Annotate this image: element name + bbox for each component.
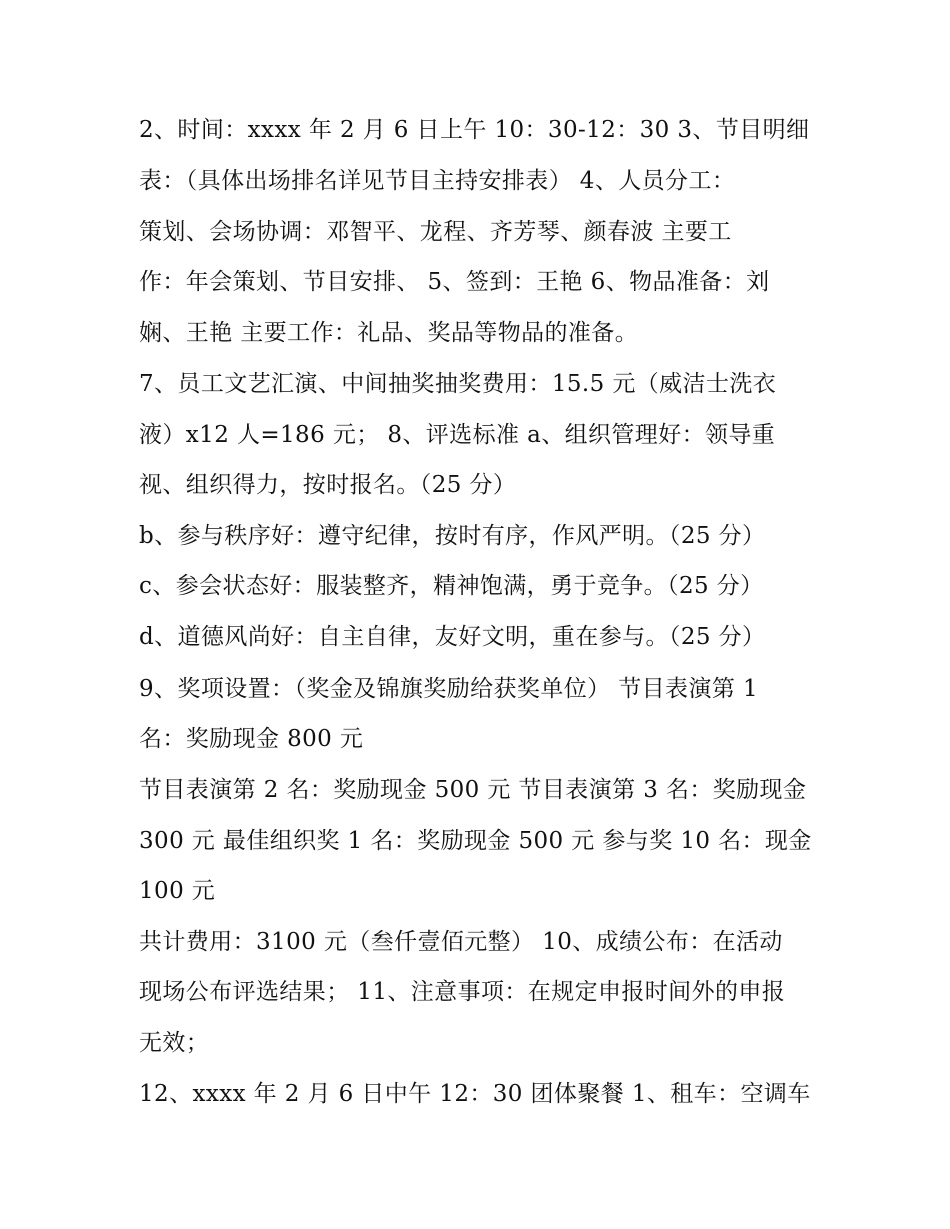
text-line: 表：（具体出场排名详见节目主持安排表） 4、人员分工：: [139, 168, 736, 194]
text-line: 视、组织得力，按时报名。（25 分）: [139, 472, 517, 498]
text-line: b、参与秩序好：遵守纪律，按时有序，作风严明。（25 分）: [139, 523, 766, 549]
text-line: 娴、王艳 主要工作：礼品、奖品等物品的准备。: [139, 320, 639, 346]
text-line: 策划、会场协调：邓智平、龙程、齐芳琴、颜春波 主要工: [139, 219, 732, 245]
text-line: 9、奖项设置：（奖金及锦旗奖励给获奖单位） 节目表演第 1: [139, 676, 758, 702]
text-line: 作：年会策划、节目安排、 5、签到：王艳 6、物品准备：刘: [139, 269, 770, 295]
text-line: 节目表演第 2 名：奖励现金 500 元 节目表演第 3 名：奖励现金: [139, 777, 807, 803]
text-line: 名：奖励现金 800 元: [139, 726, 364, 752]
text-line: c、参会状态好：服装整齐，精神饱满，勇于竞争。（25 分）: [139, 573, 764, 599]
text-line: d、道德风尚好：自主自律，友好文明，重在参与。（25 分）: [139, 624, 766, 650]
text-line: 液）x12 人=186 元； 8、评选标准 a、组织管理好：领导重: [139, 422, 776, 448]
text-line: 7、员工文艺汇演、中间抽奖抽奖费用：15.5 元（威洁士洗衣: [139, 371, 777, 397]
text-line: 无效；: [139, 1030, 210, 1056]
text-line: 12、xxxx 年 2 月 6 日中午 12：30 团体聚餐 1、租车：空调车: [139, 1081, 811, 1107]
text-line: 现场公布评选结果； 11、注意事项：在规定申报时间外的申报: [139, 979, 786, 1005]
text-line: 300 元 最佳组织奖 1 名：奖励现金 500 元 参与奖 10 名：现金: [139, 828, 812, 854]
text-line: 2、时间：xxxx 年 2 月 6 日上午 10：30-12：30 3、节目明细: [139, 117, 810, 143]
text-line: 100 元: [139, 878, 216, 904]
text-line: 共计费用：3100 元（叁仟壹佰元整） 10、成绩公布：在活动: [139, 929, 783, 955]
